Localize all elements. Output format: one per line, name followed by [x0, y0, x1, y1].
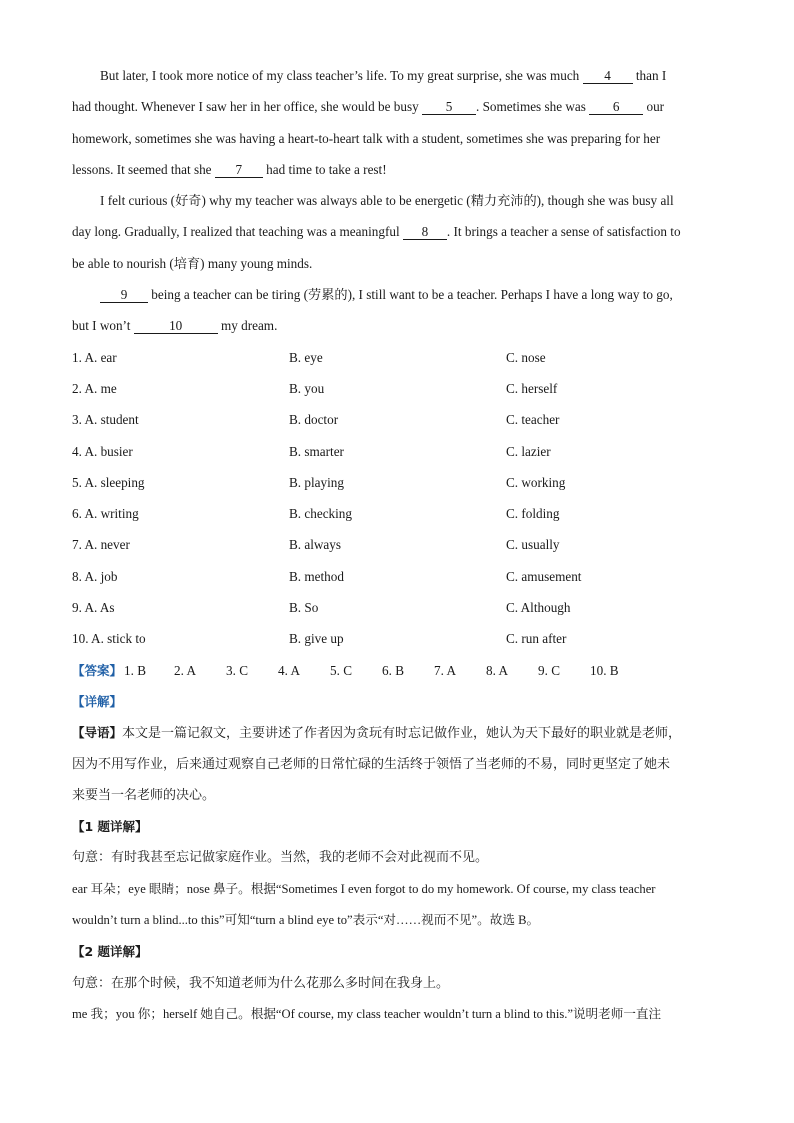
text: than I — [632, 68, 667, 83]
text: but I won’t — [72, 318, 134, 334]
blank-6: 6 — [589, 99, 643, 115]
option-row — [72, 342, 724, 373]
passage-line — [72, 154, 724, 185]
text: But later, I took more notice of my class teacher’s life. To my great surprise, she was much — [100, 68, 583, 83]
text: lessons. It seemed that she — [72, 161, 215, 177]
detail-heading: 【详解】 — [72, 693, 123, 709]
answer-label: 【答案】 — [72, 662, 123, 678]
text: had thought. Whenever I saw her in her office, she would be busy — [72, 99, 422, 115]
q2-heading: 【2 题详解】 — [72, 944, 148, 960]
q2-meaning: 句意：在那个时候，我不知道老师为什么花那么多时间在我身上。 — [72, 975, 450, 991]
answer-item: 5. C — [330, 662, 352, 678]
option-c: C. teacher — [506, 412, 560, 428]
option-b: B. doctor — [289, 412, 339, 428]
option-row — [72, 436, 724, 467]
answer-item: 10. B — [590, 662, 619, 678]
text: 本文是一篇记叙文，主要讲述了作者因为贪玩有时忘记做作业，她认为天下最好的职业就是老师， — [122, 726, 682, 742]
intro-line: 来要当一名老师的决心。 — [72, 787, 216, 803]
options-list — [72, 342, 724, 655]
option-b: B. So — [289, 600, 319, 616]
document-page — [72, 60, 724, 1030]
option-row — [72, 498, 724, 529]
answer-item: 6. B — [382, 662, 404, 678]
option-a: 7. A. never — [72, 537, 130, 553]
passage-line — [72, 310, 724, 341]
option-c: C. nose — [506, 349, 546, 365]
answer-item: 7. A — [434, 662, 456, 678]
option-row — [72, 561, 724, 592]
text: . Sometimes she was — [475, 99, 590, 115]
blank-8: 8 — [403, 224, 447, 240]
q1-meaning: 句意：有时我甚至忘记做家庭作业。当然，我的老师不会对此视而不见。 — [72, 850, 489, 866]
intro-label: 【导语】 — [72, 725, 123, 741]
option-a: 9. A. As — [72, 600, 115, 616]
q1-explanation: wouldn’t turn a blind...to this”可知“turn a blind eye to”表示“对……视而不见”。故选 B。 — [72, 913, 540, 928]
option-row — [72, 623, 724, 654]
option-c: C. folding — [506, 506, 560, 522]
option-c: C. working — [506, 474, 566, 490]
text: being a teacher can be tiring (劳累的), I still want to be a teacher. Perhaps I have a long way to go, — [148, 287, 673, 303]
option-c: C. lazier — [506, 443, 551, 459]
option-c: C. run after — [506, 631, 567, 647]
option-row — [72, 529, 724, 560]
q2-explanation: me 我；you 你；herself 她自己。根据“Of course, my class teacher wouldn’t turn a blind to this.”说明老师一直注 — [72, 1006, 662, 1021]
option-b: B. smarter — [289, 443, 344, 459]
blank-4: 4 — [583, 68, 633, 84]
passage-line: homework, sometimes she was having a heart-to-heart talk with a student, sometimes she was preparing for her — [72, 130, 661, 146]
intro-line: 因为不用写作业，后来通过观察自己老师的日常忙碌的生活终于领悟了当老师的不易，同时更坚定了她未 — [72, 756, 671, 772]
blank-5: 5 — [422, 99, 476, 115]
text: . It brings a teacher a sense of satisfaction to — [446, 224, 681, 240]
option-b: B. playing — [289, 474, 344, 490]
option-a: 10. A. stick to — [72, 631, 146, 647]
text: had time to take a rest! — [262, 161, 387, 177]
passage-line — [72, 216, 724, 247]
option-b: B. you — [289, 380, 325, 396]
blank-9: 9 — [100, 287, 148, 303]
option-a: 8. A. job — [72, 568, 118, 584]
answer-item: 1. B — [124, 662, 146, 678]
answer-item: 4. A — [278, 662, 300, 678]
option-a: 1. A. ear — [72, 349, 117, 365]
answer-item: 3. C — [226, 662, 248, 678]
passage-line — [72, 91, 724, 122]
blank-10: 10 — [134, 318, 218, 334]
option-a: 4. A. busier — [72, 443, 133, 459]
option-a: 2. A. me — [72, 380, 117, 396]
option-c: C. herself — [506, 380, 558, 396]
answer-item: 8. A — [486, 662, 508, 678]
blank-7: 7 — [215, 162, 263, 178]
option-c: C. amusement — [506, 568, 582, 584]
passage-line — [72, 279, 724, 310]
q1-heading: 【1 题详解】 — [72, 819, 148, 835]
intro-line — [72, 717, 724, 748]
text: day long. Gradually, I realized that teaching was a meaningful — [72, 224, 403, 240]
option-row — [72, 592, 724, 623]
option-b: B. method — [289, 568, 344, 584]
option-row — [72, 404, 724, 435]
option-c: C. Although — [506, 600, 571, 616]
option-b: B. checking — [289, 506, 352, 522]
q1-explanation: ear 耳朵；eye 眼睛；nose 鼻子。根据“Sometimes I even forgot to do my homework. Of course, my class teacher — [72, 881, 656, 896]
option-row — [72, 373, 724, 404]
option-b: B. give up — [289, 631, 344, 647]
option-c: C. usually — [506, 537, 560, 553]
answer-item: 2. A — [174, 662, 196, 678]
answer-item: 9. C — [538, 662, 560, 678]
option-row — [72, 467, 724, 498]
passage-line: I felt curious (好奇) why my teacher was always able to be energetic (精力充沛的), though she was busy all — [100, 193, 674, 209]
option-a: 3. A. student — [72, 412, 139, 428]
passage-line — [72, 60, 724, 91]
option-b: B. eye — [289, 349, 323, 365]
text: our — [643, 99, 665, 115]
option-b: B. always — [289, 537, 342, 553]
text: my dream. — [217, 318, 278, 334]
passage-line: be able to nourish (培育) many young minds. — [72, 255, 313, 271]
option-a: 6. A. writing — [72, 506, 139, 522]
option-a: 5. A. sleeping — [72, 474, 145, 490]
answer-key — [72, 655, 724, 686]
